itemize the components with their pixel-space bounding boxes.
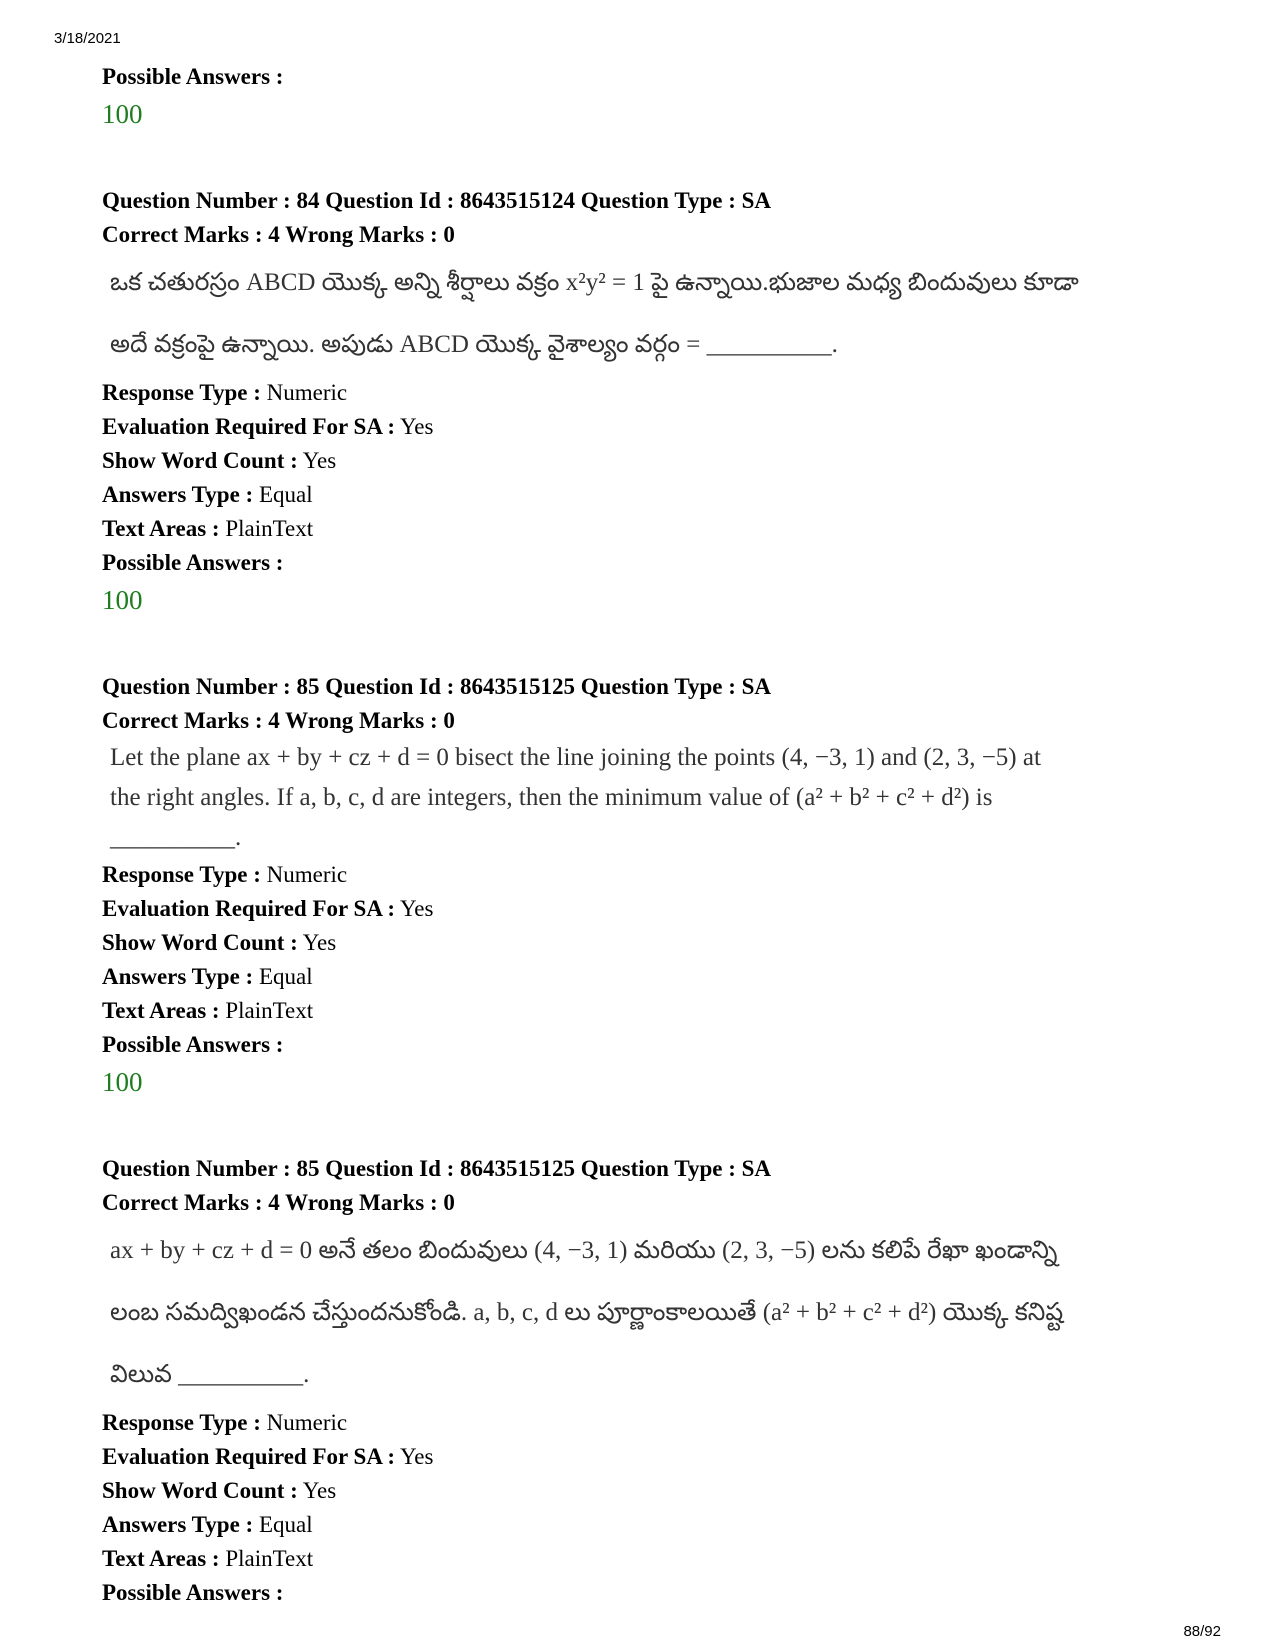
question-text — [110, 738, 1205, 858]
question-number: 85 — [296, 674, 320, 699]
answers-type-line: Answers Type : Equal — [102, 964, 313, 989]
text-areas-line: Text Areas : PlainText — [102, 998, 314, 1023]
question-block — [102, 670, 1202, 1102]
question-block — [102, 184, 1202, 620]
evaluation-required-line: Evaluation Required For SA : Yes — [102, 896, 434, 921]
question-block — [102, 1152, 1202, 1610]
possible-answers-label: Possible Answers : — [102, 64, 284, 89]
question-header: Question Number : 84 Question Id : 8643515124 Question Type : SA — [102, 188, 772, 213]
question-header: Question Number : 85 Question Id : 8643515125 Question Type : SA — [102, 674, 772, 699]
question-text-line: Let the plane ax + by + cz + d = 0 bisect the line joining the points (4, −3, 1) and (2, 3, −5) at — [110, 744, 1041, 771]
show-word-count-line: Show Word Count : Yes — [102, 448, 337, 473]
correct-marks: 4 — [268, 1190, 280, 1215]
wrong-marks: 0 — [443, 222, 455, 247]
question-text-line: అదే వక్రంపై ఉన్నాయి. అపుడు ABCD యొక్క వైశాల్యం వర్గం = __________. — [110, 331, 838, 358]
possible-answer-value: 100 — [102, 99, 143, 129]
question-text-line: __________. — [110, 824, 242, 851]
possible-answers-label: Possible Answers : — [102, 550, 284, 575]
marks-line: Correct Marks : 4 Wrong Marks : 0 — [102, 1190, 455, 1215]
question-header: Question Number : 85 Question Id : 8643515125 Question Type : SA — [102, 1156, 772, 1181]
question-text — [110, 252, 1205, 376]
question-id: 8643515125 — [460, 1156, 576, 1181]
document-content — [102, 60, 1202, 1610]
question-number: 84 — [296, 188, 320, 213]
marks-line: Correct Marks : 4 Wrong Marks : 0 — [102, 708, 455, 733]
page-number: 88/92 — [1183, 1623, 1221, 1640]
response-type-line: Response Type : Numeric — [102, 1410, 348, 1435]
possible-answers-label: Possible Answers : — [102, 1580, 284, 1605]
marks-line: Correct Marks : 4 Wrong Marks : 0 — [102, 222, 455, 247]
question-text-line: the right angles. If a, b, c, d are integers, then the minimum value of (a² + b² + c² + d²) is — [110, 784, 993, 811]
possible-answer-value: 100 — [102, 585, 143, 615]
correct-marks: 4 — [268, 708, 280, 733]
previous-question-fragment — [102, 60, 1202, 134]
response-type-line: Response Type : Numeric — [102, 862, 348, 887]
evaluation-required-line: Evaluation Required For SA : Yes — [102, 414, 434, 439]
question-text — [110, 1220, 1205, 1406]
show-word-count-line: Show Word Count : Yes — [102, 1478, 337, 1503]
response-type-line: Response Type : Numeric — [102, 380, 348, 405]
question-type: SA — [741, 674, 772, 699]
page-date: 3/18/2021 — [54, 30, 121, 47]
show-word-count-line: Show Word Count : Yes — [102, 930, 337, 955]
correct-marks: 4 — [268, 222, 280, 247]
answers-type-line: Answers Type : Equal — [102, 1512, 313, 1537]
question-text-line: లంబ సమద్విఖండన చేస్తుందనుకోండి. a, b, c, d లు పూర్ణాంకాలయితే (a² + b² + c² + d²) యొక్క కనిష్ట — [110, 1299, 1064, 1326]
question-text-line: ax + by + cz + d = 0 అనే తలం బిందువులు (4, −3, 1) మరియు (2, 3, −5) లను కలిపే రేఖా ఖండాన్ని — [110, 1237, 1058, 1264]
question-text-line: విలువ __________. — [110, 1361, 310, 1388]
question-number: 85 — [296, 1156, 320, 1181]
question-type: SA — [741, 1156, 772, 1181]
evaluation-required-line: Evaluation Required For SA : Yes — [102, 1444, 434, 1469]
text-areas-line: Text Areas : PlainText — [102, 1546, 314, 1571]
text-areas-line: Text Areas : PlainText — [102, 516, 314, 541]
possible-answer-value: 100 — [102, 1067, 143, 1097]
question-id: 8643515124 — [460, 188, 576, 213]
question-id: 8643515125 — [460, 674, 576, 699]
question-text-line: ఒక చతురస్రం ABCD యొక్క అన్ని శీర్షాలు వక్రం x²y² = 1 పై ఉన్నాయి.భుజాల మధ్య బిందువులు కూడా — [110, 269, 1079, 296]
question-type: SA — [741, 188, 772, 213]
answers-type-line: Answers Type : Equal — [102, 482, 313, 507]
wrong-marks: 0 — [443, 1190, 455, 1215]
possible-answers-label: Possible Answers : — [102, 1032, 284, 1057]
wrong-marks: 0 — [443, 708, 455, 733]
